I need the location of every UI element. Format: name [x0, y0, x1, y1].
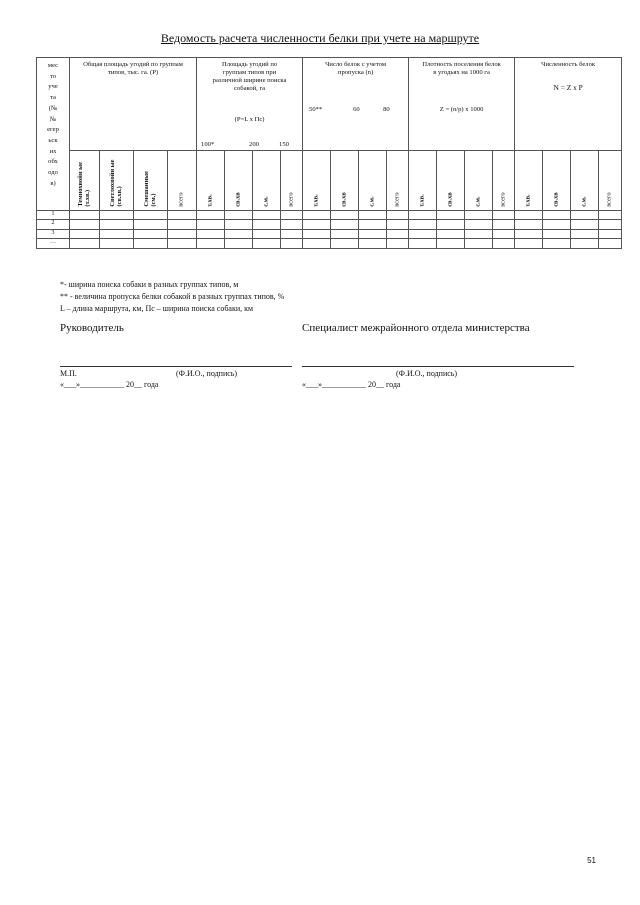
subheader-vsego: всего: [281, 151, 303, 211]
left-fio-caption: (Ф.И.О., подпись): [176, 369, 238, 378]
table-row: 3: [37, 229, 622, 238]
head-label: Руководитель: [60, 322, 124, 334]
page-title: Ведомость расчета численности белки при учете на маршруте: [160, 31, 480, 45]
first-column-header: мес то уче та (№ № егер ьск их обх одо в): [37, 58, 70, 211]
group-total-area: Общая площадь угодий по группам типов, тыс. га. (Р): [70, 58, 197, 151]
subheader-mixed: Смешанные (см.): [134, 151, 168, 211]
table-row: 1: [37, 211, 622, 220]
table-row: …: [37, 239, 622, 248]
subheader-sm: с.м.: [253, 151, 281, 211]
subheader-vsego: всего: [493, 151, 515, 211]
subheader-th: т.хв.: [515, 151, 543, 211]
right-fio-caption: (Ф.И.О., подпись): [396, 369, 458, 378]
group-squirrel-number: Численность белок N = Z x P: [515, 58, 622, 151]
subheader-vsego: всего: [599, 151, 622, 211]
subheader-svh: св.хв: [225, 151, 253, 211]
group-population-density: Плотность поселения белок в угодьях на 1000 га Z = (n/p) x 1000: [409, 58, 515, 151]
group-area-by-search-width: Площадь угодий по группам типов при различной ширине поиска собакой, га (P=L x Пс) 100* 200 150: [197, 58, 303, 151]
subheader-total: всего: [168, 151, 197, 211]
subheader-th: т.хв.: [197, 151, 225, 211]
calculation-table: [36, 57, 622, 249]
footnote-skip-value: ** - величина пропуска белки собакой в разных группах типов, %: [60, 292, 285, 301]
specialist-label: Специалист межрайонного отдела министерства: [302, 322, 530, 334]
subheader-th: т.хв.: [303, 151, 331, 211]
subheader-light-conifer: Светлохвойн ые (св.хв.): [100, 151, 134, 211]
right-signature-line: [302, 366, 574, 367]
subheader-svh: св.хв: [437, 151, 465, 211]
subheader-sm: с.м.: [359, 151, 387, 211]
subheader-vsego: всего: [387, 151, 409, 211]
footnote-route-length: L – длина маршрута, км, Пс – ширина поиска собаки, км: [60, 304, 254, 313]
footnote-search-width: *- ширина поиска собаки в разных группах типов, м: [60, 280, 239, 289]
left-signature-line: [60, 366, 292, 367]
subheader-svh: св.хв: [543, 151, 571, 211]
subheader-dark-conifer: Темнохвойн ые (т.хв.): [70, 151, 100, 211]
table-row: 2: [37, 220, 622, 229]
right-date: «___»___________ 20__ года: [302, 380, 401, 389]
stamp-label: М.П.: [60, 369, 77, 378]
subheader-th: т.хв.: [409, 151, 437, 211]
left-date: «___»___________ 20__ года: [60, 380, 159, 389]
subheader-sm: с.м.: [465, 151, 493, 211]
subheader-svh: св.хв: [331, 151, 359, 211]
subheader-sm: с.м.: [571, 151, 599, 211]
page-number: 51: [587, 856, 596, 865]
group-squirrel-count: Число белок с учетом пропуска (n) 50** 60 80: [303, 58, 409, 151]
